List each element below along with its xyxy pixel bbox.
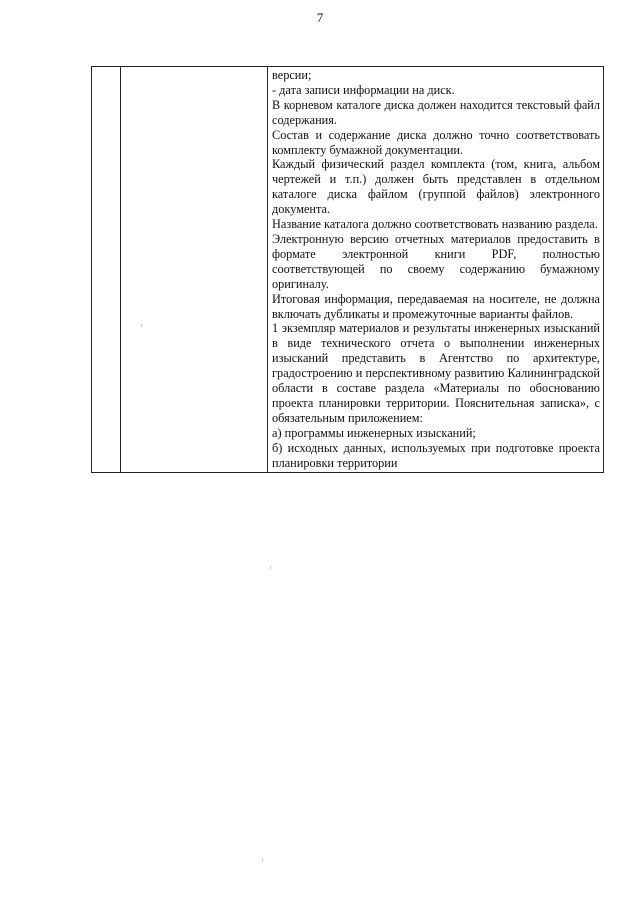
paragraph: б) исходных данных, используемых при подготовке проекта планировки территории <box>272 440 600 470</box>
paragraph: - дата записи информации на диск. <box>272 82 455 97</box>
paragraph: версии; <box>272 68 312 82</box>
table-cell-name <box>121 67 268 473</box>
table-cell-content <box>268 67 604 473</box>
paragraph: Название каталога должно соответствовать названию раздела. <box>272 217 598 232</box>
paragraph: Электронную версию отчетных материалов предоставить в формате электронной книги PDF, полностью соответствующей по своему содержанию бумажному оригиналу. <box>272 231 600 291</box>
table-cell-number <box>92 67 121 473</box>
table-row <box>92 67 604 473</box>
paragraph: а) программы инженерных изысканий; <box>272 425 476 440</box>
scan-speck <box>270 566 271 569</box>
paragraph: Итоговая информация, передаваемая на носителе, не должна включать дубликаты и промежуточные варианты файлов. <box>272 291 600 321</box>
paragraph: 1 экземпляр материалов и результаты инженерных изысканий в виде технического отчета о выполнении инженерных изысканий представить в Агентство по архитектуре, градостроению и перспективному развитию Калининградской области в составе раздела «Материалы по обоснованию проекта планировки территории. Пояснительная записка», с обязательным приложением: <box>272 321 600 425</box>
paragraph: В корневом каталоге диска должен находится текстовый файл содержания. <box>272 97 600 127</box>
paragraph: Состав и содержание диска должно точно соответствовать комплекту бумажной документации. <box>272 127 600 157</box>
paragraph: Каждый физический раздел комплекта (том, книга, альбом чертежей и т.п.) должен быть представлен в отдельном каталоге диска файлом (группой файлов) электронного документа. <box>272 157 600 217</box>
page-number: 7 <box>316 10 324 25</box>
requirements-table <box>91 66 604 473</box>
scan-speck <box>141 324 142 327</box>
scan-speck <box>262 858 263 861</box>
